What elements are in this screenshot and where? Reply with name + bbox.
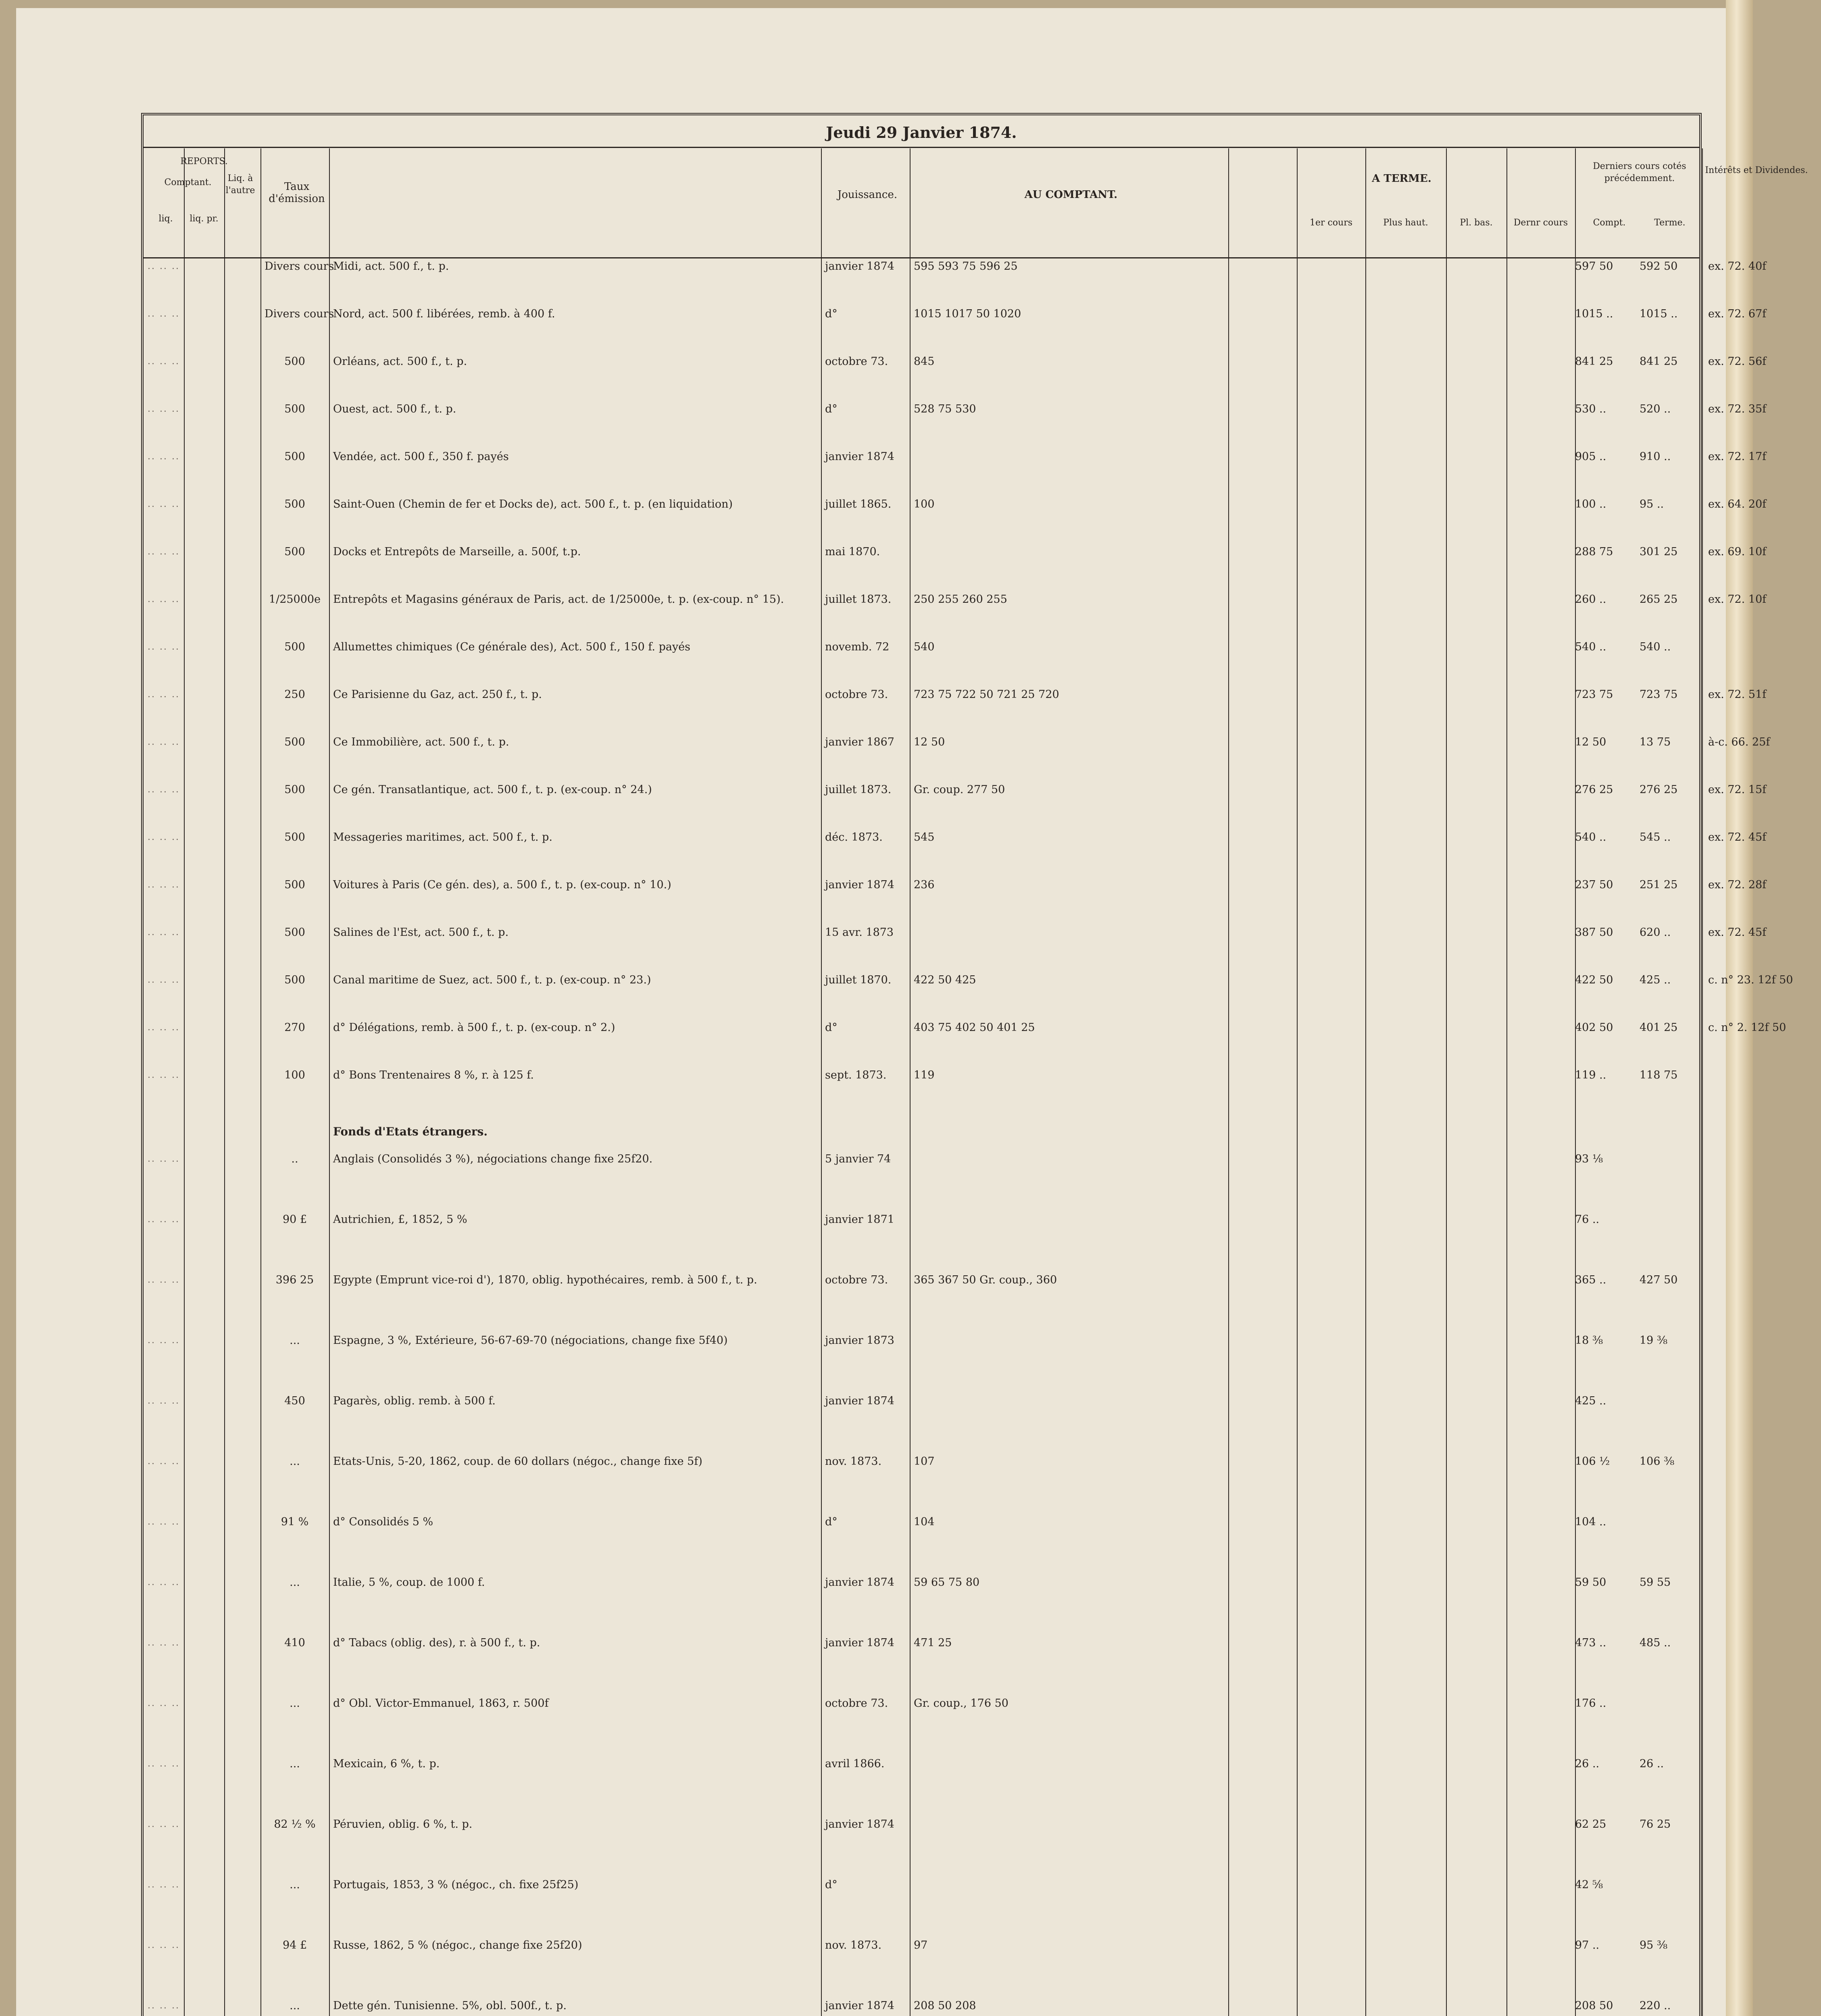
previous-cours-cell — [1575, 689, 1696, 701]
interets-cell: ex. 69. 10f — [1708, 546, 1767, 558]
previous-terme: 276 25 — [1640, 783, 1678, 796]
previous-compt: 237 50 — [1575, 879, 1613, 891]
previous-compt: 530 .. — [1575, 403, 1606, 415]
comptant-cell: 845 — [914, 355, 935, 368]
comptant-cell: 1015 1017 50 1020 — [914, 308, 1021, 320]
taux-cell: ... — [290, 1455, 300, 1468]
previous-cours-cell — [1575, 879, 1696, 891]
comptant-cell: 208 50 208 — [914, 1999, 976, 2012]
comptant-cell: 250 255 260 255 — [914, 593, 1007, 606]
jouissance-cell: janvier 1874 — [825, 1395, 894, 1407]
jouissance-cell: novemb. 72 — [825, 641, 890, 653]
jouissance-cell: janvier 1874 — [825, 1999, 894, 2012]
comptant-cell: 403 75 402 50 401 25 — [914, 1021, 1035, 1034]
previous-cours-cell — [1575, 831, 1696, 843]
security-name: Messageries maritimes, act. 500 f., t. p. — [333, 831, 552, 843]
security-name: d° Bons Trentenaires 8 %, r. à 125 f. — [333, 1069, 534, 1081]
security-name: Italie, 5 %, coup. de 1000 f. — [333, 1576, 485, 1589]
previous-compt: 97 .. — [1575, 1939, 1600, 1951]
previous-terme: 1015 .. — [1640, 308, 1678, 320]
taux-cell: 450 — [284, 1395, 305, 1407]
previous-compt: 100 .. — [1575, 498, 1606, 510]
comptant-cell: 119 — [914, 1069, 935, 1081]
leader-dots: .. .. .. — [148, 975, 180, 985]
previous-cours-cell — [1575, 1069, 1696, 1081]
previous-compt: 288 75 — [1575, 546, 1613, 558]
interets-cell: ex. 72. 35f — [1708, 403, 1767, 415]
previous-cours-cell — [1575, 974, 1696, 986]
jouissance-cell: d° — [825, 1879, 838, 1891]
security-name: Portugais, 1853, 3 % (négoc., ch. fixe 25f25) — [333, 1879, 579, 1891]
jouissance-cell: d° — [825, 308, 838, 320]
previous-terme: 427 50 — [1640, 1274, 1678, 1286]
previous-terme: 106 ⅜ — [1640, 1455, 1675, 1468]
column-divider — [329, 148, 330, 2016]
leader-dots: .. .. .. — [148, 642, 180, 652]
security-name: Pagarès, oblig. remb. à 500 f. — [333, 1395, 496, 1407]
previous-cours-cell — [1575, 594, 1696, 606]
previous-cours-cell — [1575, 356, 1696, 368]
previous-compt: 12 50 — [1575, 736, 1606, 748]
taux-cell: 90 £ — [282, 1213, 307, 1226]
previous-cours-cell — [1575, 1697, 1696, 1710]
quotation-table — [141, 113, 1808, 2016]
leader-dots: .. .. .. — [148, 785, 180, 795]
taux-cell: 500 — [284, 641, 305, 653]
comptant-cell: Gr. coup. 277 50 — [914, 783, 1005, 796]
jouissance-cell: janvier 1867 — [825, 736, 894, 748]
jouissance-cell: janvier 1874 — [825, 450, 894, 463]
previous-compt: 106 ½ — [1575, 1455, 1610, 1468]
security-name: d° Tabacs (oblig. des), r. à 500 f., t. p. — [333, 1637, 540, 1649]
taux-cell: 100 — [284, 1069, 305, 1081]
previous-compt: 176 .. — [1575, 1697, 1606, 1710]
leader-dots: .. .. .. — [148, 832, 180, 842]
previous-terme: 118 75 — [1640, 1069, 1678, 1081]
jouissance-cell: 5 janvier 74 — [825, 1153, 891, 1165]
column-divider — [1506, 148, 1507, 2016]
previous-terme: 76 25 — [1640, 1818, 1671, 1831]
leader-dots: .. .. .. — [148, 309, 180, 319]
jouissance-cell: juillet 1873. — [825, 783, 892, 796]
previous-cours-cell — [1575, 1395, 1696, 1407]
previous-terme: 910 .. — [1640, 450, 1671, 463]
security-name: Etats-Unis, 5-20, 1862, coup. de 60 dollars (négoc., change fixe 5f) — [333, 1455, 702, 1468]
header-terme: Terme. — [1654, 218, 1686, 228]
leader-dots: .. .. .. — [148, 1070, 180, 1080]
jouissance-cell: nov. 1873. — [825, 1939, 882, 1951]
previous-cours-cell — [1575, 1214, 1696, 1226]
previous-terme: 520 .. — [1640, 403, 1671, 415]
security-name: Salines de l'Est, act. 500 f., t. p. — [333, 926, 509, 939]
interets-cell: à-c. 66. 25f — [1708, 736, 1770, 748]
jouissance-cell: mai 1870. — [825, 546, 880, 558]
security-name: Ce Immobilière, act. 500 f., t. p. — [333, 736, 509, 748]
leader-dots: .. .. .. — [148, 594, 180, 604]
leader-dots: .. .. .. — [148, 927, 180, 937]
security-name: Russe, 1862, 5 % (négoc., change fixe 25f20) — [333, 1939, 582, 1951]
previous-cours-cell — [1575, 308, 1696, 320]
security-name: Ce Parisienne du Gaz, act. 250 f., t. p. — [333, 688, 542, 701]
comptant-cell: 100 — [914, 498, 935, 510]
table-header — [144, 148, 1808, 258]
taux-cell: 500 — [284, 355, 305, 368]
previous-compt: 540 .. — [1575, 641, 1606, 653]
previous-terme: 545 .. — [1640, 831, 1671, 843]
jouissance-cell: 15 avr. 1873 — [825, 926, 894, 939]
comptant-cell: 12 50 — [914, 736, 945, 748]
previous-compt: 597 50 — [1575, 260, 1613, 273]
header-derniers-cours: Derniers cours cotés précédemment. — [1593, 161, 1686, 183]
security-name: Egypte (Emprunt vice-roi d'), 1870, oblig. hypothécaires, remb. à 500 f., t. p. — [333, 1274, 757, 1286]
previous-terme: 95 .. — [1640, 498, 1664, 510]
interets-cell: ex. 72. 17f — [1708, 450, 1767, 463]
column-divider — [260, 148, 261, 2016]
column-divider — [1365, 148, 1366, 2016]
comptant-cell: 104 — [914, 1516, 935, 1528]
comptant-cell: Gr. coup., 176 50 — [914, 1697, 1008, 1710]
security-name: Dette gén. Tunisienne. 5%, obl. 500f., t. p. — [333, 1999, 567, 2012]
security-name: Ouest, act. 500 f., t. p. — [333, 403, 456, 415]
leader-dots: .. .. .. — [148, 1456, 180, 1466]
header-interets: Intérêts et Dividendes. — [1705, 165, 1808, 175]
interets-cell: ex. 72. 28f — [1708, 879, 1767, 891]
leader-dots: .. .. .. — [148, 1759, 180, 1769]
security-name: Autrichien, £, 1852, 5 % — [333, 1213, 467, 1226]
taux-cell: ... — [290, 1697, 300, 1710]
previous-cours-cell — [1575, 1153, 1696, 1165]
header-pl-bas: Pl. bas. — [1460, 218, 1493, 228]
taux-cell: 94 £ — [282, 1939, 307, 1951]
previous-cours-cell — [1575, 1939, 1696, 1951]
column-divider — [1297, 148, 1298, 2016]
previous-compt: 723 75 — [1575, 688, 1613, 701]
security-name: Ce gén. Transatlantique, act. 500 f., t. p. (ex-coup. n° 24.) — [333, 783, 652, 796]
previous-cours-cell — [1575, 1022, 1696, 1034]
interets-cell: ex. 72. 51f — [1708, 688, 1767, 701]
column-divider — [1702, 148, 1703, 2016]
previous-terme: 13 75 — [1640, 736, 1671, 748]
header-taux: Taux d'émission — [269, 181, 325, 205]
taux-cell: 500 — [284, 926, 305, 939]
comptant-cell: 365 367 50 Gr. coup., 360 — [914, 1274, 1057, 1286]
header-compt: Compt. — [1593, 218, 1626, 228]
comptant-cell: 723 75 722 50 721 25 720 — [914, 688, 1059, 701]
previous-cours-cell — [1575, 1577, 1696, 1589]
leader-dots: .. .. .. — [148, 689, 180, 700]
header-liq-pr: liq. pr. — [190, 214, 219, 224]
leader-dots: .. .. .. — [148, 1214, 180, 1225]
taux-cell: 500 — [284, 831, 305, 843]
security-name: Péruvien, oblig. 6 %, t. p. — [333, 1818, 473, 1831]
leader-dots: .. .. .. — [148, 1275, 180, 1285]
previous-terme: 95 ⅜ — [1640, 1939, 1668, 1951]
jouissance-cell: janvier 1873 — [825, 1334, 894, 1347]
taux-cell: ... — [290, 1758, 300, 1770]
previous-terme: 592 50 — [1640, 260, 1678, 273]
leader-dots: .. .. .. — [148, 2001, 180, 2011]
previous-terme: 425 .. — [1640, 974, 1671, 986]
previous-compt: 365 .. — [1575, 1274, 1606, 1286]
previous-compt: 473 .. — [1575, 1637, 1606, 1649]
previous-cours-cell — [1575, 1274, 1696, 1286]
taux-cell: 396 25 — [275, 1274, 314, 1286]
jouissance-cell: janvier 1874 — [825, 1576, 894, 1589]
page-date: Jeudi 29 Janvier 1874. — [826, 123, 1017, 142]
previous-terme: 485 .. — [1640, 1637, 1671, 1649]
previous-compt: 42 ⅝ — [1575, 1879, 1603, 1891]
previous-terme: 59 55 — [1640, 1576, 1671, 1589]
previous-compt: 905 .. — [1575, 450, 1606, 463]
header-comptant: Comptant. — [164, 177, 212, 187]
jouissance-cell: déc. 1873. — [825, 831, 883, 843]
taux-cell: ... — [290, 1999, 300, 2012]
security-name: Midi, act. 500 f., t. p. — [333, 260, 449, 273]
column-divider — [224, 148, 225, 2016]
previous-compt: 93 ⅛ — [1575, 1153, 1603, 1165]
previous-cours-cell — [1575, 1456, 1696, 1468]
comptant-cell: 540 — [914, 641, 935, 653]
taux-cell: ... — [290, 1334, 300, 1347]
column-divider — [1228, 148, 1229, 2016]
previous-terme: 251 25 — [1640, 879, 1678, 891]
header-a-terme: A TERME. — [1372, 173, 1431, 185]
leader-dots: .. .. .. — [148, 1698, 180, 1708]
leader-dots: .. .. .. — [148, 1154, 180, 1164]
leader-dots: .. .. .. — [148, 452, 180, 462]
leader-dots: .. .. .. — [148, 1940, 180, 1950]
interets-cell: ex. 72. 45f — [1708, 926, 1767, 939]
security-name: Voitures à Paris (Ce gén. des), a. 500 f., t. p. (ex-coup. n° 10.) — [333, 879, 671, 891]
comptant-cell: 471 25 — [914, 1637, 952, 1649]
jouissance-cell: janvier 1874 — [825, 1637, 894, 1649]
comptant-cell: 107 — [914, 1455, 935, 1468]
security-name: Anglais (Consolidés 3 %), négociations change fixe 25f20. — [333, 1153, 653, 1165]
leader-dots: .. .. .. — [148, 1335, 180, 1345]
interets-cell: ex. 72. 10f — [1708, 593, 1767, 606]
taux-cell: 1/25000e — [269, 593, 321, 606]
header-plus-haut: Plus haut. — [1383, 218, 1428, 228]
security-name: d° Consolidés 5 % — [333, 1516, 433, 1528]
previous-terme: 19 ⅜ — [1640, 1334, 1668, 1347]
jouissance-cell: juillet 1865. — [825, 498, 892, 510]
taux-cell: 410 — [284, 1637, 305, 1649]
leader-dots: .. .. .. — [148, 1819, 180, 1829]
jouissance-cell: juillet 1873. — [825, 593, 892, 606]
previous-compt: 18 ⅜ — [1575, 1334, 1603, 1347]
header-au-comptant: AU COMPTANT. — [1024, 189, 1118, 201]
previous-cours-cell — [1575, 403, 1696, 415]
taux-cell: 500 — [284, 498, 305, 510]
previous-cours-cell — [1575, 1637, 1696, 1649]
security-name: Entrepôts et Magasins généraux de Paris, act. de 1/25000e, t. p. (ex-coup. n° 15). — [333, 593, 784, 606]
previous-terme: 401 25 — [1640, 1021, 1678, 1034]
taux-cell: Divers cours — [265, 308, 334, 320]
jouissance-cell: janvier 1874 — [825, 260, 894, 273]
previous-cours-cell — [1575, 784, 1696, 796]
security-name: Mexicain, 6 %, t. p. — [333, 1758, 440, 1770]
taux-cell: 91 % — [281, 1516, 309, 1528]
interets-cell: c. n° 2. 12f 50 — [1708, 1021, 1786, 1034]
previous-terme: 220 .. — [1640, 1999, 1671, 2012]
security-name: Orléans, act. 500 f., t. p. — [333, 355, 467, 368]
previous-compt: 1015 .. — [1575, 308, 1613, 320]
column-divider — [184, 148, 185, 2016]
jouissance-cell: octobre 73. — [825, 355, 888, 368]
previous-cours-cell — [1575, 451, 1696, 463]
leader-dots: .. .. .. — [148, 261, 180, 271]
comptant-cell: 59 65 75 80 — [914, 1576, 980, 1589]
previous-cours-cell — [1575, 498, 1696, 510]
previous-cours-cell — [1575, 260, 1696, 273]
jouissance-cell: octobre 73. — [825, 688, 888, 701]
previous-cours-cell — [1575, 1335, 1696, 1347]
leader-dots: .. .. .. — [148, 1880, 180, 1890]
jouissance-cell: octobre 73. — [825, 1697, 888, 1710]
comptant-cell: 545 — [914, 831, 935, 843]
previous-compt: 387 50 — [1575, 926, 1613, 939]
jouissance-cell: janvier 1874 — [825, 1818, 894, 1831]
header-jouissance: Jouissance. — [837, 189, 898, 201]
previous-terme: 26 .. — [1640, 1758, 1664, 1770]
header-reports: REPORTS. — [180, 156, 228, 167]
taux-cell: ... — [290, 1879, 300, 1891]
previous-compt: 260 .. — [1575, 593, 1606, 606]
previous-terme: 723 75 — [1640, 688, 1678, 701]
previous-terme: 301 25 — [1640, 546, 1678, 558]
leader-dots: .. .. .. — [148, 1638, 180, 1648]
interets-cell: ex. 72. 67f — [1708, 308, 1767, 320]
page-edge — [1726, 0, 1753, 2016]
jouissance-cell: sept. 1873. — [825, 1069, 887, 1081]
taux-cell: 82 ½ % — [274, 1818, 316, 1831]
previous-compt: 422 50 — [1575, 974, 1613, 986]
comptant-cell: 528 75 530 — [914, 403, 976, 415]
taux-cell: 500 — [284, 450, 305, 463]
security-name: Saint-Ouen (Chemin de fer et Docks de), act. 500 f., t. p. (en liquidation) — [333, 498, 733, 510]
previous-cours-cell — [1575, 2000, 1696, 2012]
taux-cell: ... — [290, 1576, 300, 1589]
header-dernier-cours: Dernr cours — [1513, 218, 1568, 228]
comptant-cell: 422 50 425 — [914, 974, 976, 986]
taux-cell: 500 — [284, 736, 305, 748]
security-name: Nord, act. 500 f. libérées, remb. à 400 f. — [333, 308, 555, 320]
leader-dots: .. .. .. — [148, 880, 180, 890]
taux-cell: 250 — [284, 688, 305, 701]
security-name: Canal maritime de Suez, act. 500 f., t. p. (ex-coup. n° 23.) — [333, 974, 651, 986]
leader-dots: .. .. .. — [148, 356, 180, 367]
previous-terme: 265 25 — [1640, 593, 1678, 606]
interets-cell: ex. 64. 20f — [1708, 498, 1767, 510]
taux-cell: 500 — [284, 783, 305, 796]
previous-cours-cell — [1575, 927, 1696, 939]
interets-cell: ex. 72. 45f — [1708, 831, 1767, 843]
leader-dots: .. .. .. — [148, 1517, 180, 1527]
leader-dots: .. .. .. — [148, 1023, 180, 1033]
previous-cours-cell — [1575, 1758, 1696, 1770]
previous-compt: 119 .. — [1575, 1069, 1606, 1081]
security-name: Espagne, 3 %, Extérieure, 56-67-69-70 (négociations, change fixe 5f40) — [333, 1334, 728, 1347]
previous-cours-cell — [1575, 1818, 1696, 1831]
previous-cours-cell — [1575, 1879, 1696, 1891]
previous-cours-cell — [1575, 641, 1696, 653]
leader-dots: .. .. .. — [148, 499, 180, 509]
previous-compt: 540 .. — [1575, 831, 1606, 843]
jouissance-cell: d° — [825, 403, 838, 415]
security-name: d° Délégations, remb. à 500 f., t. p. (ex-coup. n° 2.) — [333, 1021, 615, 1034]
comptant-cell: 236 — [914, 879, 935, 891]
comptant-cell: 97 — [914, 1939, 928, 1951]
jouissance-cell: janvier 1874 — [825, 879, 894, 891]
previous-compt: 276 25 — [1575, 783, 1613, 796]
previous-compt: 841 25 — [1575, 355, 1613, 368]
taux-cell: Divers cours — [265, 260, 334, 273]
jouissance-cell: octobre 73. — [825, 1274, 888, 1286]
comptant-cell: 595 593 75 596 25 — [914, 260, 1018, 273]
previous-compt: 104 .. — [1575, 1516, 1606, 1528]
header-liq: liq. — [158, 214, 173, 224]
header-premier-cours: 1er cours — [1309, 218, 1353, 228]
column-divider — [1446, 148, 1447, 2016]
previous-compt: 402 50 — [1575, 1021, 1613, 1034]
taux-cell: 500 — [284, 403, 305, 415]
column-divider — [1575, 148, 1576, 2016]
taux-cell: .. — [291, 1153, 298, 1165]
section-heading: Fonds d'Etats étrangers. — [333, 1125, 488, 1138]
interets-cell: ex. 72. 56f — [1708, 355, 1767, 368]
header-liq-autre: Liq. à l'autre — [225, 173, 255, 196]
leader-dots: .. .. .. — [148, 1396, 180, 1406]
previous-compt: 76 .. — [1575, 1213, 1600, 1226]
jouissance-cell: d° — [825, 1516, 838, 1528]
jouissance-cell: avril 1866. — [825, 1758, 885, 1770]
previous-cours-cell — [1575, 1516, 1696, 1528]
jouissance-cell: d° — [825, 1021, 838, 1034]
security-name: Docks et Entrepôts de Marseille, a. 500f, t.p. — [333, 546, 581, 558]
previous-cours-cell — [1575, 736, 1696, 748]
security-name: d° Obl. Victor-Emmanuel, 1863, r. 500f — [333, 1697, 549, 1710]
previous-terme: 841 25 — [1640, 355, 1678, 368]
taux-cell: 500 — [284, 879, 305, 891]
interets-cell: c. n° 23. 12f 50 — [1708, 974, 1793, 986]
previous-terme: 540 .. — [1640, 641, 1671, 653]
taux-cell: 270 — [284, 1021, 305, 1034]
previous-compt: 208 50 — [1575, 1999, 1613, 2012]
previous-compt: 425 .. — [1575, 1395, 1606, 1407]
security-name: Allumettes chimiques (Ce générale des), Act. 500 f., 150 f. payés — [333, 641, 691, 653]
column-divider — [821, 148, 822, 2016]
taux-cell: 500 — [284, 546, 305, 558]
previous-compt: 26 .. — [1575, 1758, 1600, 1770]
leader-dots: .. .. .. — [148, 737, 180, 747]
top-rule — [144, 147, 1699, 148]
interets-cell: ex. 72. 40f — [1708, 260, 1767, 273]
taux-cell: 500 — [284, 974, 305, 986]
leader-dots: .. .. .. — [148, 547, 180, 557]
leader-dots: .. .. .. — [148, 404, 180, 414]
previous-compt: 59 50 — [1575, 1576, 1606, 1589]
jouissance-cell: janvier 1871 — [825, 1213, 894, 1226]
security-name: Vendée, act. 500 f., 350 f. payés — [333, 450, 509, 463]
interets-cell: ex. 72. 15f — [1708, 783, 1767, 796]
previous-compt: 62 25 — [1575, 1818, 1606, 1831]
previous-terme: 620 .. — [1640, 926, 1671, 939]
jouissance-cell: juillet 1870. — [825, 974, 892, 986]
previous-cours-cell — [1575, 546, 1696, 558]
jouissance-cell: nov. 1873. — [825, 1455, 882, 1468]
leader-dots: .. .. .. — [148, 1577, 180, 1587]
